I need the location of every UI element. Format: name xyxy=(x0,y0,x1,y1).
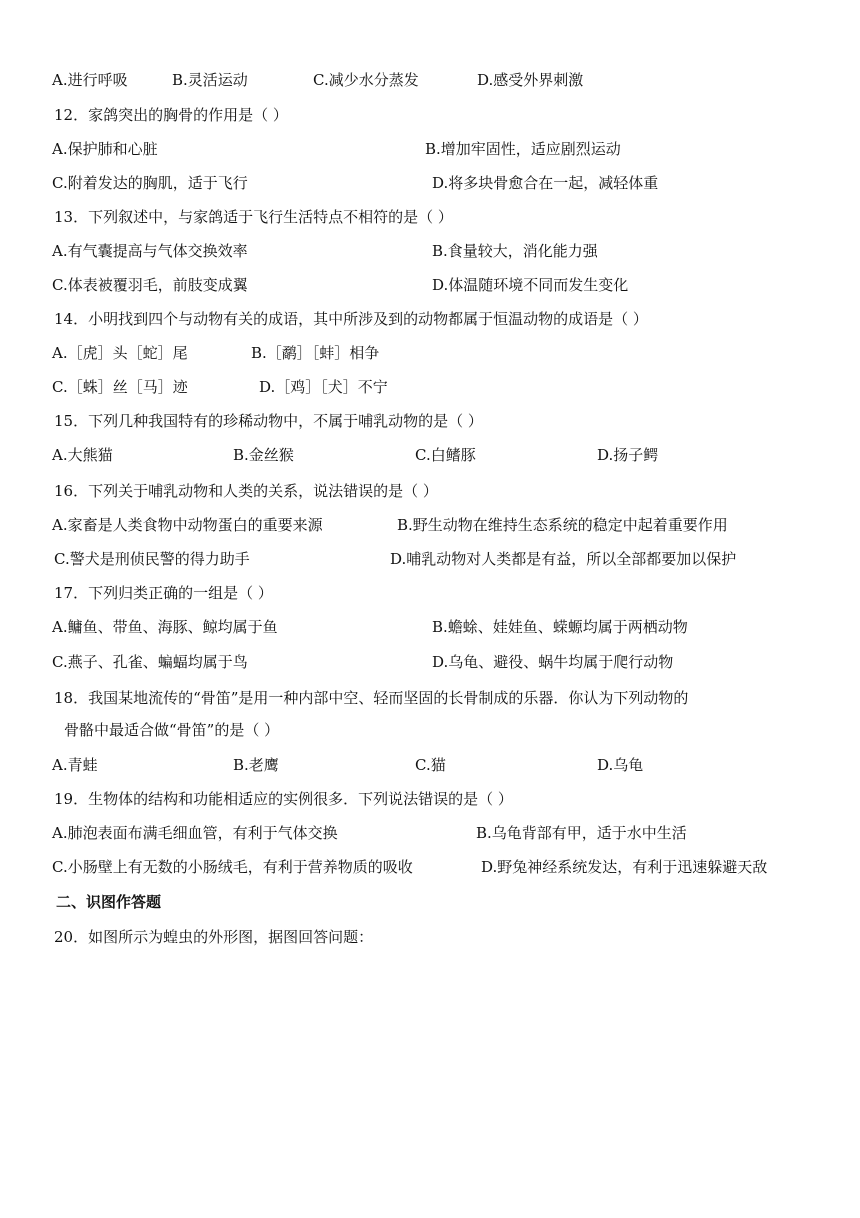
question-stem: 20．如图所示为蝗虫的外形图，据图回答问题： xyxy=(54,928,374,946)
option-a: A.［虎］头［蛇］尾 xyxy=(52,344,188,362)
option-d: D.乌龟 xyxy=(597,756,644,774)
question-stem: 15．下列几种我国特有的珍稀动物中，不属于哺乳动物的是（ ） xyxy=(54,412,483,430)
option-b: B.增加牢固性，适应剧烈运动 xyxy=(425,140,621,158)
question-stem: 19．生物体的结构和功能相适应的实例很多．下列说法错误的是（ ） xyxy=(54,790,513,808)
option-b: B.金丝猴 xyxy=(233,446,294,464)
option-a: A.肺泡表面布满毛细血管，有利于气体交换 xyxy=(52,824,338,842)
option-d: D.野兔神经系统发达，有利于迅速躲避天敌 xyxy=(481,858,768,876)
option-c: C.警犬是刑侦民警的得力助手 xyxy=(54,550,250,568)
option-d: D.乌龟、避役、蜗牛均属于爬行动物 xyxy=(432,653,674,671)
option-d: D.感受外界刺激 xyxy=(477,71,584,89)
question-stem: 17．下列归类正确的一组是（ ） xyxy=(54,584,273,602)
option-c: C.白鳍豚 xyxy=(415,446,476,464)
option-a: A.鳙鱼、带鱼、海豚、鲸均属于鱼 xyxy=(52,618,278,636)
option-a: A.青蛙 xyxy=(52,756,98,774)
option-b: B.老鹰 xyxy=(233,756,279,774)
option-c: C.小肠壁上有无数的小肠绒毛，有利于营养物质的吸收 xyxy=(52,858,413,876)
option-a: A.进行呼吸 xyxy=(52,71,128,89)
option-a: A.大熊猫 xyxy=(52,446,113,464)
option-b: B.蟾蜍、娃娃鱼、蝾螈均属于两栖动物 xyxy=(432,618,688,636)
option-d: D.体温随环境不同而发生变化 xyxy=(432,276,629,294)
option-a: A.保护肺和心脏 xyxy=(52,140,158,158)
question-stem-line2: 骨骼中最适合做“骨笛”的是（ ） xyxy=(64,721,280,739)
question-stem: 13．下列叙述中，与家鸽适于飞行生活特点不相符的是（ ） xyxy=(54,208,453,226)
option-a: A.有气囊提高与气体交换效率 xyxy=(52,242,248,260)
option-c: C.附着发达的胸肌，适于飞行 xyxy=(52,174,248,192)
option-c: C.燕子、孔雀、蝙蝠均属于鸟 xyxy=(52,653,248,671)
option-d: D.哺乳动物对人类都是有益，所以全部都要加以保护 xyxy=(390,550,737,568)
option-b: B.野生动物在维持生态系统的稳定中起着重要作用 xyxy=(397,516,728,534)
option-b: B.乌龟背部有甲，适于水中生活 xyxy=(476,824,687,842)
question-stem-line1: 18．我国某地流传的“骨笛”是用一种内部中空、轻而坚固的长骨制成的乐器．你认为下列动物的 xyxy=(54,689,689,707)
option-a: A.家畜是人类食物中动物蛋白的重要来源 xyxy=(52,516,323,534)
option-b: B.食量较大，消化能力强 xyxy=(432,242,598,260)
option-c: C.减少水分蒸发 xyxy=(313,71,419,89)
question-stem: 16．下列关于哺乳动物和人类的关系，说法错误的是（ ） xyxy=(54,482,438,500)
question-stem: 14．小明找到四个与动物有关的成语，其中所涉及到的动物都属于恒温动物的成语是（ ） xyxy=(54,310,648,328)
option-d: D.［鸡］［犬］不宁 xyxy=(259,378,388,396)
option-b: B.［鹬］［蚌］相争 xyxy=(251,344,380,362)
option-d: D.扬子鳄 xyxy=(597,446,659,464)
section-heading: 二、识图作答题 xyxy=(56,893,162,911)
option-d: D.将多块骨愈合在一起，减轻体重 xyxy=(432,174,659,192)
option-c: C.［蛛］丝［马］迹 xyxy=(52,378,188,396)
option-b: B.灵活运动 xyxy=(172,71,248,89)
option-c: C.猫 xyxy=(415,756,446,774)
option-c: C.体表被覆羽毛，前肢变成翼 xyxy=(52,276,248,294)
question-stem: 12．家鸽突出的胸骨的作用是（ ） xyxy=(54,106,288,124)
